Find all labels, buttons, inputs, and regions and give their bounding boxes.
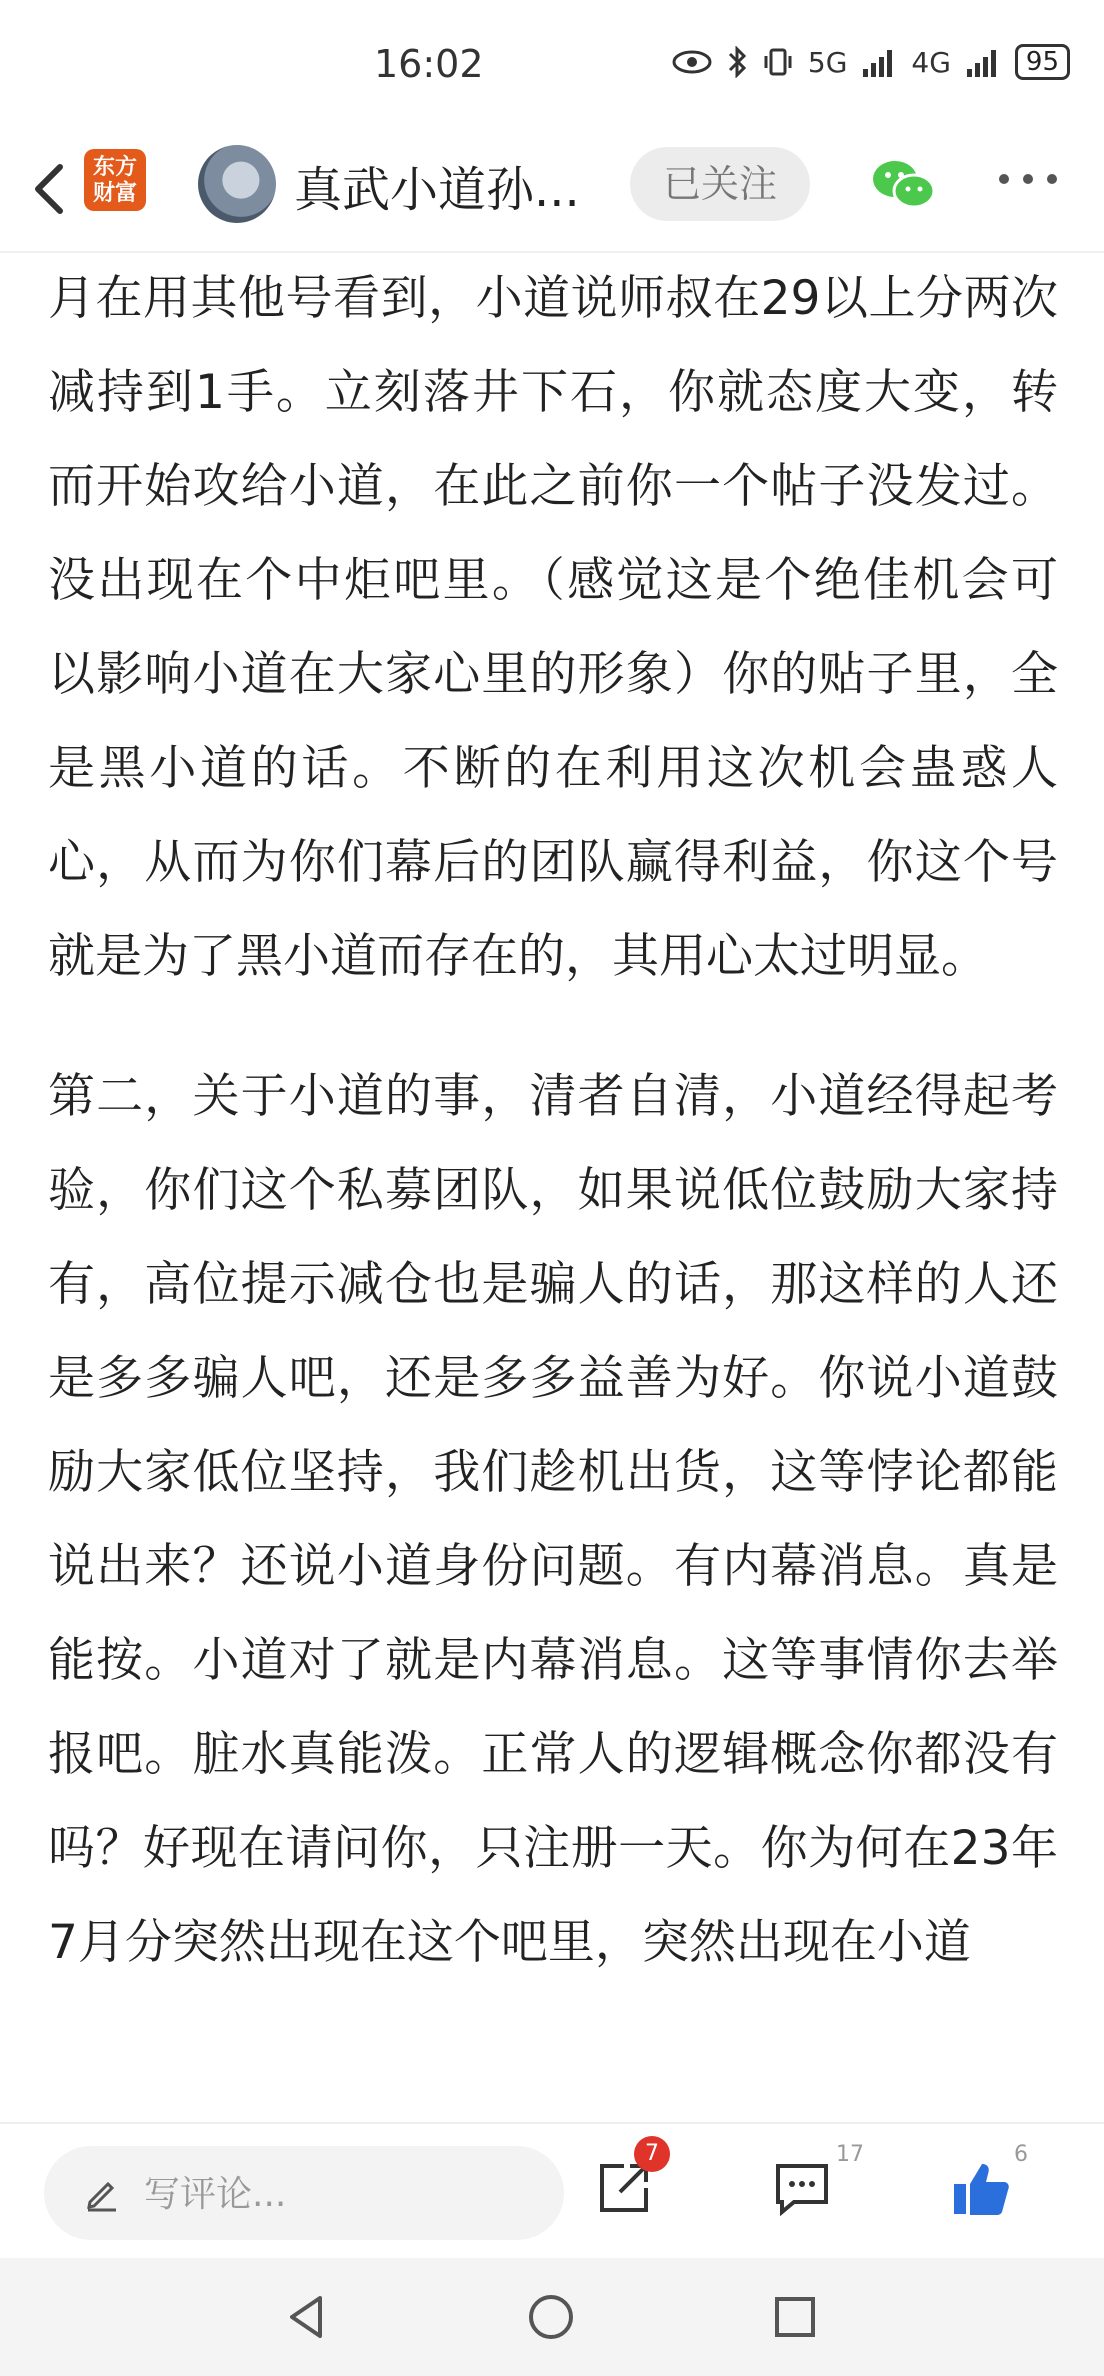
comment-input[interactable] bbox=[44, 2146, 564, 2240]
like-button[interactable] bbox=[950, 2142, 1028, 2224]
system-nav-bar bbox=[0, 2258, 1104, 2376]
thumbs-up-icon bbox=[950, 2158, 1012, 2220]
vibrate-icon bbox=[762, 46, 794, 78]
wechat-share-icon[interactable] bbox=[870, 157, 936, 213]
nav-header bbox=[0, 135, 1104, 253]
back-arrow-icon[interactable] bbox=[22, 159, 82, 219]
bluetooth-icon bbox=[726, 46, 748, 78]
bottom-action-bar bbox=[0, 2122, 1104, 2260]
comment-placeholder: 写评论... bbox=[144, 2174, 287, 2215]
brand-logo[interactable]: 东方 财富 bbox=[84, 149, 146, 211]
article-paragraph: 第二，关于小道的事，清者自清，小道经得起考验，你们这个私募团队，如果说低位鼓励大家持有，高位提示减仓也是骗人的话，那这样的人还是多多骗人吧，还是多多益善为好。你说小道鼓励大家低位坚持，我们趁机出货，这等悖论都能说出来？还说小道身份问题。有内幕消息。真是能按。小道对了就是内幕消息。这等事情你去举报吧。脏水真能泼。正常人的逻辑概念你都没有吗？好现在请问你，只注册一天。你为何在23年7月分突然出现在这个吧里，突然出现在小道 bbox=[48, 1069, 1058, 1970]
status-time: 16:02 bbox=[374, 42, 484, 86]
status-icons bbox=[672, 44, 1070, 80]
comment-count: 17 bbox=[836, 2142, 864, 2167]
share-badge: 7 bbox=[634, 2136, 670, 2172]
username[interactable]: 真武小道孙... bbox=[294, 162, 580, 218]
article-content bbox=[48, 252, 1058, 2122]
article-paragraph: 月在用其他号看到，小道说师叔在29以上分两次减持到1手。立刻落井下石，你就态度大变，转而开始攻给小道，在此之前你一个帖子没发过。没出现在个中炬吧里。（感觉这是个绝佳机会可以影响小道在大家心里的形象）你的贴子里，全是黑小道的话。不断的在利用这次机会蛊惑人心，从而为你们幕后的团队赢得利益，你这个号就是为了黑小道而存在的，其用心太过明显。 bbox=[48, 271, 1058, 984]
eye-icon bbox=[672, 49, 712, 75]
signal-icon bbox=[861, 47, 897, 77]
more-options-icon[interactable] bbox=[996, 169, 1060, 189]
back-triangle-icon[interactable] bbox=[282, 2292, 332, 2342]
pencil-icon bbox=[82, 2172, 122, 2212]
share-button[interactable] bbox=[594, 2141, 659, 2222]
network-5g-label: 5G bbox=[807, 45, 848, 79]
home-circle-icon[interactable] bbox=[526, 2292, 576, 2342]
follow-button[interactable]: 已关注 bbox=[630, 147, 810, 221]
like-count: 6 bbox=[1014, 2142, 1028, 2167]
network-4g-label: 4G bbox=[911, 45, 951, 79]
recents-square-icon[interactable] bbox=[770, 2292, 820, 2342]
comment-icon bbox=[772, 2158, 832, 2218]
comments-button[interactable] bbox=[772, 2142, 864, 2222]
battery-indicator: 95 bbox=[1015, 44, 1070, 80]
signal-icon-2 bbox=[965, 47, 1001, 77]
status-bar bbox=[0, 0, 1104, 135]
avatar[interactable] bbox=[198, 145, 276, 223]
